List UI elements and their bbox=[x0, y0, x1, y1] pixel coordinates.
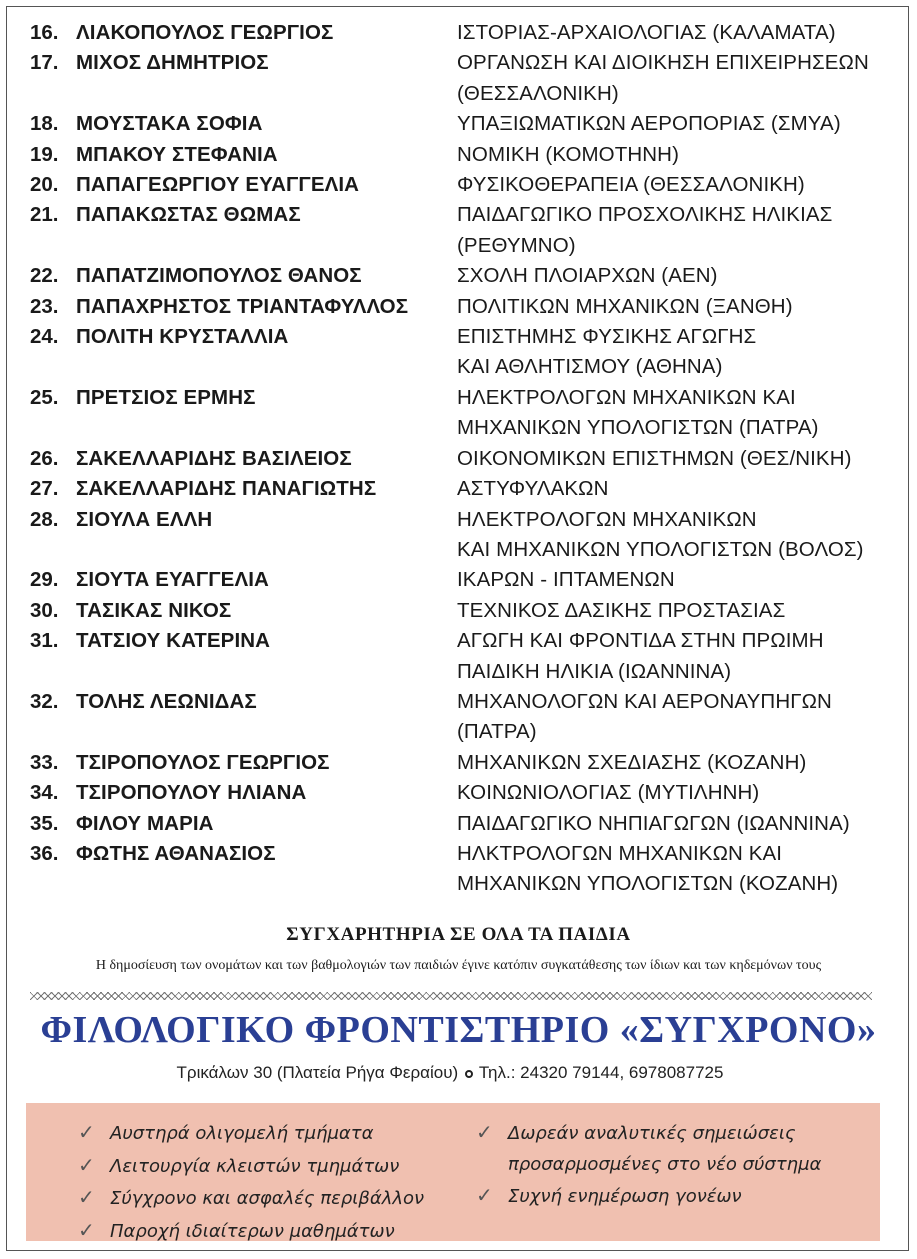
feature-text: Λειτουργία κλειστών τμημάτων bbox=[110, 1155, 400, 1177]
student-name: ΠΟΛΙΤΗ ΚΡΥΣΤΑΛΛΙΑ bbox=[76, 325, 289, 349]
feature-item bbox=[78, 1117, 424, 1150]
feature-text: Αυστηρά ολιγομελή τμήματα bbox=[110, 1123, 374, 1144]
school-name: ΑΓΩΓΗ ΚΑΙ ΦΡΟΝΤΙΔΑ ΣΤΗΝ ΠΡΩΙΜΗ bbox=[457, 629, 824, 653]
student-name: ΤΣΙΡΟΠΟΥΛΟΥ ΗΛΙΑΝΑ bbox=[76, 781, 307, 805]
checkmark-icon: ✓ bbox=[78, 1152, 95, 1177]
list-item bbox=[30, 140, 890, 170]
list-item bbox=[30, 626, 890, 656]
school-name: ΠΑΙΔΙΚΗ ΗΛΙΚΙΑ (ΙΩΑΝΝΙΝΑ) bbox=[457, 659, 732, 683]
list-item bbox=[30, 200, 890, 230]
student-name bbox=[76, 535, 457, 565]
student-number bbox=[30, 413, 76, 443]
list-item bbox=[30, 413, 890, 443]
list-item bbox=[30, 474, 890, 504]
checkmark-icon: ✓ bbox=[476, 1183, 493, 1207]
student-name: ΣΙΟΥΛΑ ΕΛΛΗ bbox=[76, 507, 213, 531]
list-item bbox=[30, 505, 890, 535]
list-item bbox=[30, 231, 890, 261]
student-name: ΣΑΚΕΛΛΑΡΙΔΗΣ ΠΑΝΑΓΙΩΤΗΣ bbox=[76, 477, 377, 501]
feature-item bbox=[476, 1117, 821, 1150]
student-number: 17. bbox=[30, 51, 59, 75]
list-item bbox=[30, 778, 890, 808]
student-name: ΠΡΕΤΣΙΟΣ ΕΡΜΗΣ bbox=[76, 385, 256, 409]
student-name: ΦΙΛΟΥ ΜΑΡΙΑ bbox=[76, 811, 214, 835]
student-number: 22. bbox=[30, 264, 59, 288]
checkmark-icon: ✓ bbox=[78, 1120, 95, 1144]
school-name: ΕΠΙΣΤΗΜΗΣ ΦΥΣΙΚΗΣ ΑΓΩΓΗΣ bbox=[457, 325, 757, 349]
list-item bbox=[30, 352, 890, 382]
student-name: ΠΑΠΑΚΩΣΤΑΣ ΘΩΜΑΣ bbox=[76, 203, 301, 227]
school-name: ΟΡΓΑΝΩΣΗ ΚΑΙ ΔΙΟΙΚΗΣΗ ΕΠΙΧΕΙΡΗΣΕΩΝ bbox=[457, 51, 869, 75]
student-number: 30. bbox=[30, 598, 59, 622]
student-number: 21. bbox=[30, 203, 59, 227]
student-name: ΜΙΧΟΣ ΔΗΜΗΤΡΙΟΣ bbox=[76, 51, 269, 75]
school-name: ΜΗΧΑΝΙΚΩΝ ΥΠΟΛΟΓΙΣΤΩΝ (ΚΟΖΑΝΗ) bbox=[457, 872, 839, 896]
feature-item bbox=[78, 1215, 424, 1248]
student-name: ΤΣΙΡΟΠΟΥΛΟΣ ΓΕΩΡΓΙΟΣ bbox=[76, 750, 330, 774]
school-name: ΗΛΚΤΡΟΛΟΓΩΝ ΜΗΧΑΝΙΚΩΝ ΚΑΙ bbox=[457, 841, 783, 865]
list-item bbox=[30, 657, 890, 687]
student-name: ΤΑΤΣΙΟΥ ΚΑΤΕΡΙΝΑ bbox=[76, 629, 271, 653]
student-name bbox=[76, 231, 457, 261]
student-number: 34. bbox=[30, 781, 59, 805]
features-box bbox=[26, 1103, 880, 1241]
feature-text: Δωρεάν αναλυτικές σημειώσεις bbox=[508, 1123, 796, 1144]
student-number: 18. bbox=[30, 112, 59, 136]
contact-line bbox=[0, 1063, 900, 1083]
student-name bbox=[76, 413, 457, 443]
student-name: ΠΑΠΑΓΕΩΡΓΙΟΥ ΕΥΑΓΓΕΛΙΑ bbox=[76, 173, 360, 197]
list-item bbox=[30, 444, 890, 474]
student-name: ΠΑΠΑΧΡΗΣΤΟΣ ΤΡΙΑΝΤΑΦΥΛΛΟΣ bbox=[76, 294, 409, 318]
school-name: ΠΑΙΔΑΓΩΓΙΚΟ ΠΡΟΣΧΟΛΙΚΗΣ ΗΛΙΚΙΑΣ bbox=[457, 203, 833, 227]
student-name: ΛΙΑΚΟΠΟΥΛΟΣ ΓΕΩΡΓΙΟΣ bbox=[76, 21, 334, 44]
features-left-column bbox=[78, 1117, 424, 1247]
checkmark-icon: ✓ bbox=[78, 1217, 95, 1242]
bullet-dot-icon bbox=[465, 1070, 473, 1078]
student-name: ΠΑΠΑΤΖΙΜΟΠΟΥΛΟΣ ΘΑΝΟΣ bbox=[76, 264, 362, 288]
student-number: 19. bbox=[30, 142, 59, 166]
student-number: 36. bbox=[30, 841, 59, 865]
congratulations-heading: ΣΥΓΧΑΡΗΤΗΡΙΑ ΣΕ ΟΛΑ ΤΑ ΠΑΙΔΙΑ bbox=[286, 924, 631, 945]
student-name: ΜΠΑΚΟΥ ΣΤΕΦΑΝΙΑ bbox=[76, 142, 278, 166]
student-name: ΣΙΟΥΤΑ ΕΥΑΓΓΕΛΙΑ bbox=[76, 568, 269, 592]
checkmark-icon: ✓ bbox=[78, 1185, 95, 1209]
student-name bbox=[76, 352, 457, 382]
student-number bbox=[30, 352, 76, 382]
school-name: ΜΗΧΑΝΙΚΩΝ ΥΠΟΛΟΓΙΣΤΩΝ (ΠΑΤΡΑ) bbox=[457, 416, 819, 440]
list-item bbox=[30, 809, 890, 839]
student-number bbox=[30, 717, 76, 747]
street-address: Τρικάλων 30 (Πλατεία Ρήγα Φεραίου) bbox=[176, 1063, 459, 1082]
school-brand-title: ΦΙΛΟΛΟΓΙΚΟ ΦΡΟΝΤΙΣΤΗΡΙΟ «ΣΥΓΧΡΟΝΟ» bbox=[40, 1009, 877, 1051]
school-name: ΙΣΤΟΡΙΑΣ-ΑΡΧΑΙΟΛΟΓΙΑΣ (ΚΑΛΑΜΑΤΑ) bbox=[457, 21, 836, 44]
student-name bbox=[76, 717, 457, 747]
student-name: ΦΩΤΗΣ ΑΘΑΝΑΣΙΟΣ bbox=[76, 841, 276, 865]
school-name: ΚΑΙ ΜΗΧΑΝΙΚΩΝ ΥΠΟΛΟΓΙΣΤΩΝ (ΒΟΛΟΣ) bbox=[457, 537, 864, 561]
school-name: ΗΛΕΚΤΡΟΛΟΓΩΝ ΜΗΧΑΝΙΚΩΝ ΚΑΙ bbox=[457, 385, 796, 409]
list-item bbox=[30, 109, 890, 139]
school-name: ΠΟΛΙΤΙΚΩΝ ΜΗΧΑΝΙΚΩΝ (ΞΑΝΘΗ) bbox=[457, 294, 793, 318]
feature-item bbox=[78, 1150, 424, 1183]
school-name: ΣΧΟΛΗ ΠΛΟΙΑΡΧΩΝ (ΑΕΝ) bbox=[457, 264, 718, 288]
school-name: ΙΚΑΡΩΝ - ΙΠΤΑΜΕΝΩΝ bbox=[457, 568, 675, 592]
list-item bbox=[30, 170, 890, 200]
student-name: ΣΑΚΕΛΛΑΡΙΔΗΣ ΒΑΣΙΛΕΙΟΣ bbox=[76, 446, 352, 470]
school-name: ΗΛΕΚΤΡΟΛΟΓΩΝ ΜΗΧΑΝΙΚΩΝ bbox=[457, 507, 757, 531]
student-number bbox=[30, 535, 76, 565]
student-number: 20. bbox=[30, 173, 59, 197]
feature-text: Σύγχρονο και ασφαλές περιβάλλον bbox=[110, 1188, 425, 1209]
student-number bbox=[30, 231, 76, 261]
list-item bbox=[30, 869, 890, 899]
list-item bbox=[30, 322, 890, 352]
list-item bbox=[30, 748, 890, 778]
school-name: ΦΥΣΙΚΟΘΕΡΑΠΕΙΑ (ΘΕΣΣΑΛΟΝΙΚΗ) bbox=[457, 173, 805, 197]
phone-numbers: Τηλ.: 24320 79144, 6978087725 bbox=[478, 1063, 724, 1082]
school-name: (ΠΑΤΡΑ) bbox=[457, 720, 537, 744]
checkmark-icon: ✓ bbox=[476, 1120, 493, 1144]
school-name: ΑΣΤΥΦΥΛΑΚΩΝ bbox=[457, 477, 609, 501]
list-item bbox=[30, 596, 890, 626]
student-number bbox=[30, 79, 76, 109]
decorative-divider bbox=[30, 992, 872, 1000]
list-item bbox=[30, 261, 890, 291]
student-name bbox=[76, 657, 457, 687]
list-item bbox=[30, 48, 890, 78]
school-name: ΥΠΑΞΙΩΜΑΤΙΚΩΝ ΑΕΡΟΠΟΡΙΑΣ (ΣΜΥΑ) bbox=[457, 112, 841, 136]
list-item bbox=[30, 79, 890, 109]
student-number: 31. bbox=[30, 629, 59, 653]
feature-text: προσαρμοσμένες στο νέο σύστημα bbox=[508, 1153, 822, 1175]
feature-text: Συχνή ενημέρωση γονέων bbox=[508, 1186, 742, 1207]
student-number: 24. bbox=[30, 325, 59, 349]
student-number bbox=[30, 869, 76, 899]
school-name: ΠΑΙΔΑΓΩΓΙΚΟ ΝΗΠΙΑΓΩΓΩΝ (ΙΩΑΝΝΙΝΑ) bbox=[457, 811, 850, 835]
feature-item bbox=[476, 1150, 821, 1181]
student-number: 35. bbox=[30, 811, 59, 835]
student-number: 28. bbox=[30, 507, 59, 531]
student-number: 29. bbox=[30, 568, 59, 592]
student-number: 26. bbox=[30, 446, 59, 470]
feature-item bbox=[78, 1182, 424, 1215]
school-name: ΜΗΧΑΝΟΛΟΓΩΝ ΚΑΙ ΑΕΡΟΝΑΥΠΗΓΩΝ bbox=[457, 689, 832, 713]
list-item bbox=[30, 687, 890, 717]
student-name bbox=[76, 869, 457, 899]
school-name: ΚΟΙΝΩΝΙΟΛΟΓΙΑΣ (ΜΥΤΙΛΗΝΗ) bbox=[457, 781, 760, 805]
list-item bbox=[30, 383, 890, 413]
list-item bbox=[30, 535, 890, 565]
student-number: 16. bbox=[30, 21, 59, 44]
student-number bbox=[30, 657, 76, 687]
student-number: 23. bbox=[30, 294, 59, 318]
school-name: ΜΗΧΑΝΙΚΩΝ ΣΧΕΔΙΑΣΗΣ (ΚΟΖΑΝΗ) bbox=[457, 750, 807, 774]
list-item bbox=[30, 292, 890, 322]
student-name: ΤΑΣΙΚΑΣ ΝΙΚΟΣ bbox=[76, 598, 232, 622]
list-item bbox=[30, 18, 890, 48]
list-item bbox=[30, 717, 890, 747]
student-number: 33. bbox=[30, 750, 59, 774]
school-name: (ΘΕΣΣΑΛΟΝΙΚΗ) bbox=[457, 81, 619, 105]
school-name: (ΡΕΘΥΜΝΟ) bbox=[457, 233, 576, 257]
student-name: ΜΟΥΣΤΑΚΑ ΣΟΦΙΑ bbox=[76, 112, 263, 136]
consent-notice: Η δημοσίευση των ονομάτων και των βαθμολογιών των παιδιών έγινε κατόπιν συγκατάθεσης των ίδιων και των κηδεμόνων τους bbox=[95, 958, 822, 973]
feature-item bbox=[476, 1180, 821, 1213]
school-name: ΚΑΙ ΑΘΛΗΤΙΣΜΟΥ (ΑΘΗΝΑ) bbox=[457, 355, 723, 379]
student-number: 27. bbox=[30, 477, 59, 501]
student-number: 32. bbox=[30, 689, 59, 713]
school-name: ΤΕΧΝΙΚΟΣ ΔΑΣΙΚΗΣ ΠΡΟΣΤΑΣΙΑΣ bbox=[457, 598, 786, 622]
student-number: 25. bbox=[30, 385, 59, 409]
student-name bbox=[76, 79, 457, 109]
features-right-column bbox=[476, 1117, 821, 1213]
feature-text: Παροχή ιδιαίτερων μαθημάτων bbox=[110, 1220, 395, 1242]
list-item bbox=[30, 839, 890, 869]
student-name: ΤΟΛΗΣ ΛΕΩΝΙΔΑΣ bbox=[76, 689, 257, 713]
student-list bbox=[30, 18, 890, 900]
list-item bbox=[30, 565, 890, 595]
school-name: ΟΙΚΟΝΟΜΙΚΩΝ ΕΠΙΣΤΗΜΩΝ (ΘΕΣ/ΝΙΚΗ) bbox=[457, 446, 852, 470]
school-name: ΝΟΜΙΚΗ (ΚΟΜΟΤΗΝΗ) bbox=[457, 142, 679, 166]
